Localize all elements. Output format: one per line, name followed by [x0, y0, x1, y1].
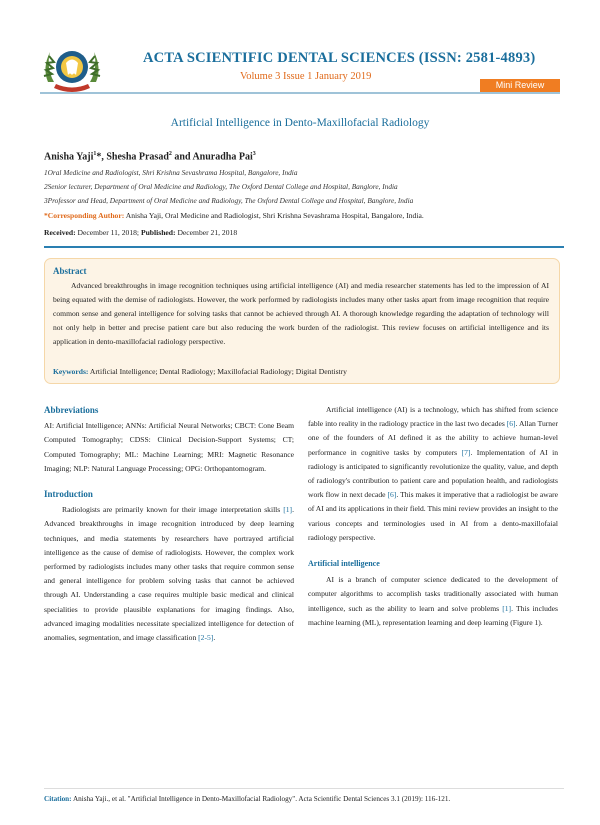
citation-text: Anisha Yaji., et al. "Artificial Intelligence in Dento-Maxillofacial Radiology". Acta Scientific Dental Sciences 3.1 (2019): 116-121. [71, 795, 451, 803]
published-label: Published: [140, 228, 176, 237]
citation-label: Citation: [44, 795, 72, 803]
journal-logo-icon [40, 42, 104, 96]
footer-divider [44, 788, 564, 789]
received-date: December 11, 2018; [75, 228, 141, 237]
ai-definition-paragraph: AI is a branch of computer science dedicated to the development of computer algorithms to accomplish tasks traditionally associated with human intelligence, such as the ability to learn and solve problems [1]. This includes machine learning (ML), representation learning and deep learning (Figure 1). [308, 575, 558, 627]
abbreviations-text: AI: Artificial Intelligence; ANNs: Artificial Neural Networks; CBCT: Cone Beam Computed Tomography; CDSS: Clinical Decision-Support Systems; CT; Computed Tomography; ML: Machine Learning; MRI: Magnetic Resonance Imaging; NLP: Natural Language Processing; OPG: Orthopantomogram. [44, 421, 294, 473]
abbreviations-heading: Abbreviations [44, 405, 99, 415]
introduction-paragraph: Radiologists are primarily known for their image interpretation skills [1]. Advanced breakthroughs in image recognition introduced by deep learning techniques, and media statements by researchers have portrayed artificial intelligence as the cause of demise of radiologists. However, the complex work performed by radiologists includes many other tasks that require common sense and general intelligence for problem solving tasks that cannot be achieved through AI. Understanding a case requires multiple basic medical and clinical specialities to provide plausible explanations for imaging findings. Also, advanced imaging modalities necessitate specialized intelligence for detection of anomalies, segmentation, and image classification [2-5]. [44, 505, 294, 643]
corresponding-label: *Corresponding Author: [44, 211, 125, 220]
corresponding-text: Anisha Yaji, Oral Medicine and Radiologist, Shri Krishna Sevashrama Hospital, Bangalore, India. [124, 211, 424, 220]
ref-link[interactable]: [1] [502, 603, 512, 613]
paper-title: Artificial Intelligence in Dento-Maxillofacial Radiology [170, 117, 430, 129]
affiliation-1: 1Oral Medicine and Radiologist, Shri Krishna Sevashrama Hospital, Bangalore, India [44, 168, 298, 177]
right-column [308, 403, 558, 630]
ref-link[interactable]: [6] [387, 490, 397, 500]
ref-link[interactable]: [7] [461, 447, 471, 457]
corresponding-author [44, 211, 424, 220]
affiliation-3: 3Professor and Head, Department of Oral Medicine and Radiology, The Oxford Dental College and Hospital, Banglore, India [44, 196, 414, 205]
keywords-label: Keywords: [53, 367, 89, 376]
abstract-heading: Abstract [53, 266, 87, 276]
ref-link[interactable]: [1] [283, 505, 293, 515]
journal-title: ACTA SCIENTIFIC DENTAL SCIENCES (ISSN: 2581-4893) [143, 50, 536, 66]
header-divider [40, 92, 560, 94]
section-divider [44, 246, 564, 248]
published-date: December 21, 2018 [175, 228, 238, 237]
ai-intro-paragraph: Artificial intelligence (AI) is a technology, which has shifted from science fable into reality in the radiology practice in the last two decades [6]. Allan Turner one of the founders of AI defined it as the ability to achieve human-level performance in cognitive tasks by computers [7]. Implementation of AI in radiology is anticipated to significantly revolutionize the quality, value, and depth of radiology's contribution to patient care and population health, and radiologists work flow in next decade [6]. This makes it imperative that a radiologist be aware of AI and its applications in their field. This mini review provides an insight to the various concepts and terminologies used in AI from a dento-maxillofaial radiology perspective. [308, 405, 558, 542]
publication-dates [44, 228, 237, 237]
article-type-badge: Mini Review [480, 79, 560, 92]
received-label: Received: [44, 228, 76, 237]
affiliation-2: 2Senior lecturer, Department of Oral Medicine and Radiology, The Oxford Dental College and Hospital, Banglore, India [44, 182, 398, 191]
introduction-heading: Introduction [44, 489, 93, 500]
keywords-list: Artificial Intelligence; Dental Radiology; Maxillofacial Radiology; Digital Dentistry [88, 367, 347, 376]
author-list: Anisha Yaji$^1$*, Shesha Prasad$^2$ and Anuradha Pai$^3$ [44, 151, 256, 163]
ref-link[interactable]: [6] [506, 419, 516, 429]
ref-link[interactable]: [2-5] [198, 633, 214, 643]
left-column [44, 403, 294, 645]
ai-subheading: Artificial intelligence [308, 559, 380, 569]
citation [44, 795, 564, 803]
abstract-text: Advanced breakthroughs in image recognition techniques using artificial intelligence (AI) and media researcher statements has led to the impression of AI being equated with the demise of radiologists. However, the work performed by radiologists includes many other tasks apart from image recognition that require common sense and general intelligence for solving tasks that cannot be achieved through AI. A thorough knowledge regarding the adaptation of technology will not only help in better and precise patient care but also reducing the work burden of the radiologist. This review focuses on artificial intelligence and its application in dento-maxillofacial radiology perspective. [53, 281, 549, 346]
issue-info: Volume 3 Issue 1 January 2019 [240, 71, 372, 82]
keywords [53, 367, 347, 376]
